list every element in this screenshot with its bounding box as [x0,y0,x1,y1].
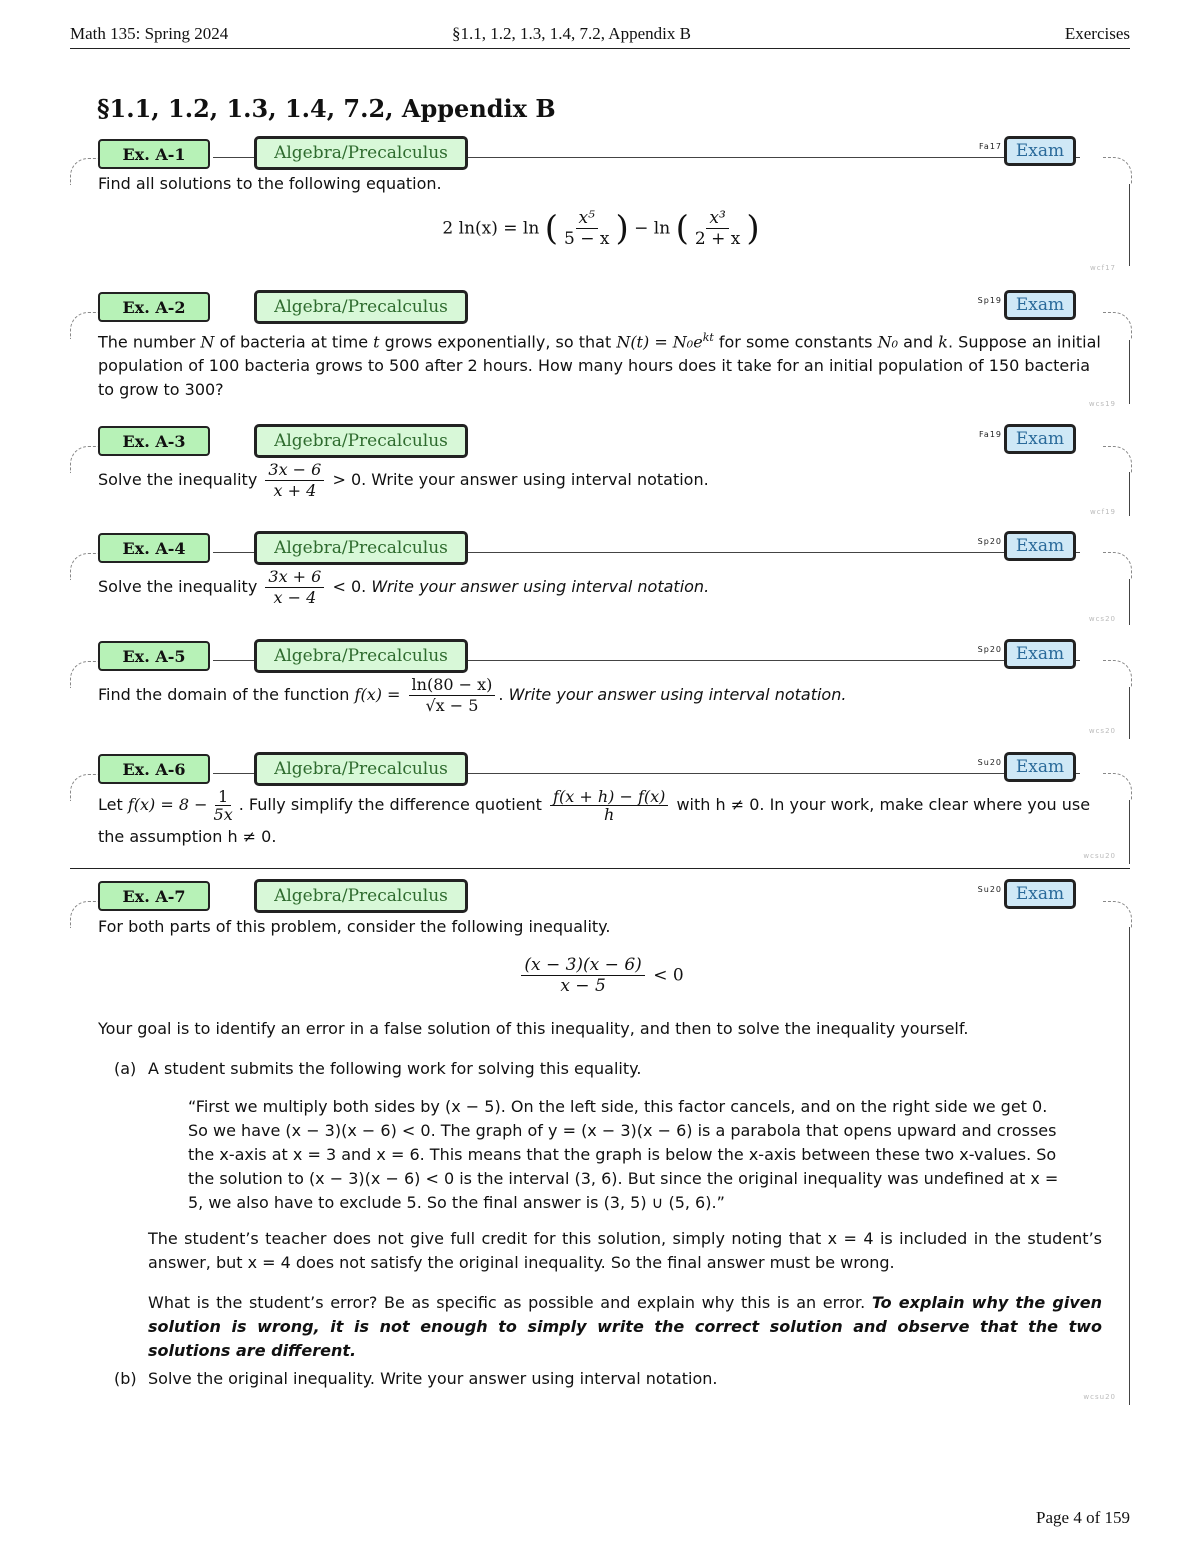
exercise-a2 [70,290,1132,412]
exam-badge: Exam [1004,639,1076,669]
corner-decor-left [70,446,101,473]
source-tag: wcs20 [1088,727,1116,735]
exercise-intro: For both parts of this problem, consider the following inequality. [98,917,611,936]
semester-tag: Sp19 [977,296,1002,305]
header-center: §1.1, 1.2, 1.3, 1.4, 7.2, Appendix B [452,24,691,43]
exercise-side-bar [1129,472,1130,516]
part-a-label: (a) [114,1059,137,1078]
exercise-a5 [70,639,1132,743]
goal-text: Your goal is to identify an error in a false solution of this inequality, and then to solve the inequality yourself. [98,1019,969,1038]
exercise-a4 [70,531,1132,629]
exercise-a3 [70,424,1132,522]
semester-tag: Fa17 [979,142,1002,151]
source-tag: wcsu20 [1083,1393,1116,1401]
exam-badge: Exam [1004,136,1076,166]
exam-badge: Exam [1004,424,1076,454]
exercise-side-bar [1129,800,1130,864]
exercise-side-bar [1129,687,1130,739]
topic-badge: Algebra/Precalculus [254,879,468,913]
column-divider [70,868,1130,869]
corner-decor-right [1103,312,1132,339]
exercise-label: Ex. A-3 [98,426,210,456]
exercise-label: Ex. A-6 [98,754,210,784]
corner-decor-right [1103,660,1132,687]
header-left: Math 135: Spring 2024 [70,24,229,43]
header-rule [70,48,1130,49]
part-b-text: Solve the original inequality. Write your answer using interval notation. [148,1369,718,1388]
exercise-text: Find all solutions to the following equation. [98,174,442,193]
semester-tag: Su20 [977,885,1002,894]
exercise-text: The number N of bacteria at time t grows exponentially, so that $N(t) = N_0e^{kt}$ for some constants N₀ and k. Suppose an initial population of 100 bacteria grows to 500 after 2 hours. How many hours does it take for an initial population of 150 bacteria to grow to 300? [98,331,1101,400]
corner-decor-right [1103,552,1132,579]
exercise-side-bar [1129,340,1130,404]
header-right: Exercises [1064,24,1130,43]
exercise-text: Solve the inequality $\frac{3x - 6}{x + 4}$ > 0. Write your answer using interval notation. [98,460,709,500]
topic-badge: Algebra/Precalculus [254,752,468,786]
student-quote: “First we multiply both sides by (x − 5). On the left side, this factor cancels, and on the right side we get 0. So we have (x − 3)(x − 6) < 0. The graph of y = (x − 3)(x − 6) is a parabola that opens upward and crosses the x-axis at x = 3 and x = 6. This means that the graph is below the x-axis between these two x-values. So the solution to (x − 3)(x − 6) < 0 is the interval (3, 6). But since the original inequality was undefined at x = 5, we also have to exclude 5. So the final answer is (3, 5) ∪ (5, 6).” [188,1097,1059,1212]
exercise-side-bar [1129,927,1130,1405]
corner-decor-right [1103,157,1132,184]
corner-decor-left [70,553,101,580]
topic-badge: Algebra/Precalculus [254,639,468,673]
source-tag: wcs20 [1088,615,1116,623]
topic-badge: Algebra/Precalculus [254,290,468,324]
exercise-text: Solve the inequality $\frac{3x + 6}{x - 4}$ < 0. Write your answer using interval notation. [98,567,710,607]
source-tag: wcf19 [1090,508,1116,516]
eq-lhs: 2 ln(x) = ln [442,218,540,239]
question-text: What is the student’s error? Be as specific as possible and explain why this is an error. To explain why the given solution is wrong, it is not enough to simply write the correct solution and observe that the two solutions are different. [148,1293,1103,1360]
eq-num1: x⁵ [576,208,598,229]
part-a-text: A student submits the following work for solving this equality. [148,1059,642,1078]
exam-badge: Exam [1004,290,1076,320]
eq-mid: − ln [634,218,671,239]
exam-badge: Exam [1004,879,1076,909]
exercise-text: Find the domain of the function f(x) = $\frac{\ln(80 - x)}{√x - 5}$ . Write your answer using interval notation. [98,675,847,715]
exercise-a6 [70,752,1132,866]
source-tag: wcs19 [1088,400,1116,408]
exercise-a1 [70,136,1132,276]
corner-decor-left [70,158,101,185]
exercise-label: Ex. A-5 [98,641,210,671]
page-footer: Page 4 of 159 [1036,1508,1130,1527]
semester-tag: Fa19 [979,430,1002,439]
topic-badge: Algebra/Precalculus [254,136,468,170]
part-b-label: (b) [114,1369,137,1388]
source-tag: wcf17 [1090,264,1116,272]
topic-badge: Algebra/Precalculus [254,531,468,565]
exam-badge: Exam [1004,531,1076,561]
corner-decor-left [70,774,101,801]
exercise-label: Ex. A-1 [98,139,210,169]
exercise-label: Ex. A-4 [98,533,210,563]
eq-den2: 2 + x [694,229,741,249]
corner-decor-right [1103,901,1132,928]
corner-decor-left [70,312,101,339]
equation-a1: 2 ln(x) = ln ( $\frac{\text{x⁵}}{5 - x}$ ) − ln ( $\frac{\text{x³}}{2 + x}$ ) [442,208,760,249]
eq-num2: x³ [706,208,728,229]
exercise-text: Let f(x) = 8 − $\frac{1}{5x}$ . Fully simplify the difference quotient $\frac{f(x + h) - f(x)}{h}$ with h ≠ 0. In your work, make clear where you use the assumption h ≠ 0. [98,787,1091,846]
semester-tag: Sp20 [977,645,1002,654]
eq-den1: 5 − x [563,229,610,249]
corner-decor-left [70,661,101,688]
corner-decor-right [1103,446,1132,473]
source-tag: wcsu20 [1083,852,1116,860]
topic-badge: Algebra/Precalculus [254,424,468,458]
exercise-label: Ex. A-7 [98,881,210,911]
inequality-display: $\frac{(x - 3)(x - 6)}{x - 5}$ < 0 [70,955,1132,996]
semester-tag: Sp20 [977,537,1002,546]
semester-tag: Su20 [977,758,1002,767]
teacher-note: The student’s teacher does not give full credit for this solution, simply noting that x = 4 is included in the student’s answer, but x = 4 does not satisfy the original inequality. So the final answer must be wrong. [148,1229,1102,1272]
corner-decor-left [70,901,101,928]
exercise-a7 [70,879,1132,1409]
exam-badge: Exam [1004,752,1076,782]
section-title: §1.1, 1.2, 1.3, 1.4, 7.2, Appendix B [97,94,556,123]
corner-decor-right [1103,773,1132,800]
exercise-side-bar [1129,579,1130,625]
exercise-label: Ex. A-2 [98,292,210,322]
